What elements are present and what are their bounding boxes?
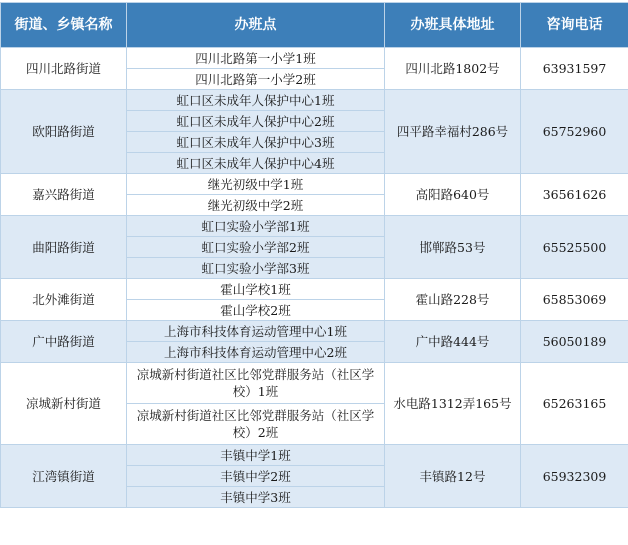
class-location-cell: 虹口区未成年人保护中心4班 xyxy=(127,153,385,174)
class-location-table xyxy=(0,2,628,508)
phone-cell: 65263165 xyxy=(521,363,628,445)
address-cell: 四平路幸福村286号 xyxy=(385,90,521,174)
street-cell: 江湾镇街道 xyxy=(1,445,127,508)
table-row xyxy=(1,90,628,111)
class-location-cell: 霍山学校2班 xyxy=(127,300,385,321)
class-location-cell: 霍山学校1班 xyxy=(127,279,385,300)
phone-cell: 65752960 xyxy=(521,90,628,174)
class-location-cell: 虹口实验小学部1班 xyxy=(127,216,385,237)
address-cell: 丰镇路12号 xyxy=(385,445,521,508)
class-location-cell: 继光初级中学1班 xyxy=(127,174,385,195)
street-cell: 北外滩街道 xyxy=(1,279,127,321)
phone-cell: 63931597 xyxy=(521,48,628,90)
table-row xyxy=(1,363,628,404)
street-cell: 嘉兴路街道 xyxy=(1,174,127,216)
phone-cell: 65932309 xyxy=(521,445,628,508)
phone-cell: 56050189 xyxy=(521,321,628,363)
header-row xyxy=(1,3,628,48)
table-row xyxy=(1,321,628,342)
class-location-cell: 凉城新村街道社区比邻党群服务站（社区学校）1班 xyxy=(127,363,385,404)
class-location-cell: 虹口区未成年人保护中心1班 xyxy=(127,90,385,111)
street-cell: 四川北路街道 xyxy=(1,48,127,90)
table-body xyxy=(1,48,628,508)
phone-cell: 65525500 xyxy=(521,216,628,279)
address-cell: 四川北路1802号 xyxy=(385,48,521,90)
address-cell: 邯郸路53号 xyxy=(385,216,521,279)
header-street: 街道、乡镇名称 xyxy=(1,3,127,48)
address-cell: 水电路1312弄165号 xyxy=(385,363,521,445)
table-row xyxy=(1,216,628,237)
table-row xyxy=(1,279,628,300)
street-cell: 凉城新村街道 xyxy=(1,363,127,445)
phone-cell: 36561626 xyxy=(521,174,628,216)
street-cell: 欧阳路街道 xyxy=(1,90,127,174)
class-location-cell: 上海市科技体育运动管理中心1班 xyxy=(127,321,385,342)
phone-cell: 65853069 xyxy=(521,279,628,321)
class-location-cell: 凉城新村街道社区比邻党群服务站（社区学校）2班 xyxy=(127,404,385,445)
class-location-cell: 上海市科技体育运动管理中心2班 xyxy=(127,342,385,363)
class-location-cell: 丰镇中学2班 xyxy=(127,466,385,487)
address-cell: 广中路444号 xyxy=(385,321,521,363)
address-cell: 高阳路640号 xyxy=(385,174,521,216)
header-address: 办班具体地址 xyxy=(385,3,521,48)
class-location-cell: 丰镇中学3班 xyxy=(127,487,385,508)
street-cell: 曲阳路街道 xyxy=(1,216,127,279)
table-row xyxy=(1,48,628,69)
address-cell: 霍山路228号 xyxy=(385,279,521,321)
class-location-cell: 继光初级中学2班 xyxy=(127,195,385,216)
class-location-cell: 虹口区未成年人保护中心3班 xyxy=(127,132,385,153)
class-location-cell: 四川北路第一小学2班 xyxy=(127,69,385,90)
table-row xyxy=(1,445,628,466)
street-cell: 广中路街道 xyxy=(1,321,127,363)
header-phone: 咨询电话 xyxy=(521,3,628,48)
table-row xyxy=(1,174,628,195)
class-location-cell: 四川北路第一小学1班 xyxy=(127,48,385,69)
class-location-cell: 虹口区未成年人保护中心2班 xyxy=(127,111,385,132)
class-location-cell: 丰镇中学1班 xyxy=(127,445,385,466)
header-class-location: 办班点 xyxy=(127,3,385,48)
class-location-cell: 虹口实验小学部3班 xyxy=(127,258,385,279)
class-location-cell: 虹口实验小学部2班 xyxy=(127,237,385,258)
